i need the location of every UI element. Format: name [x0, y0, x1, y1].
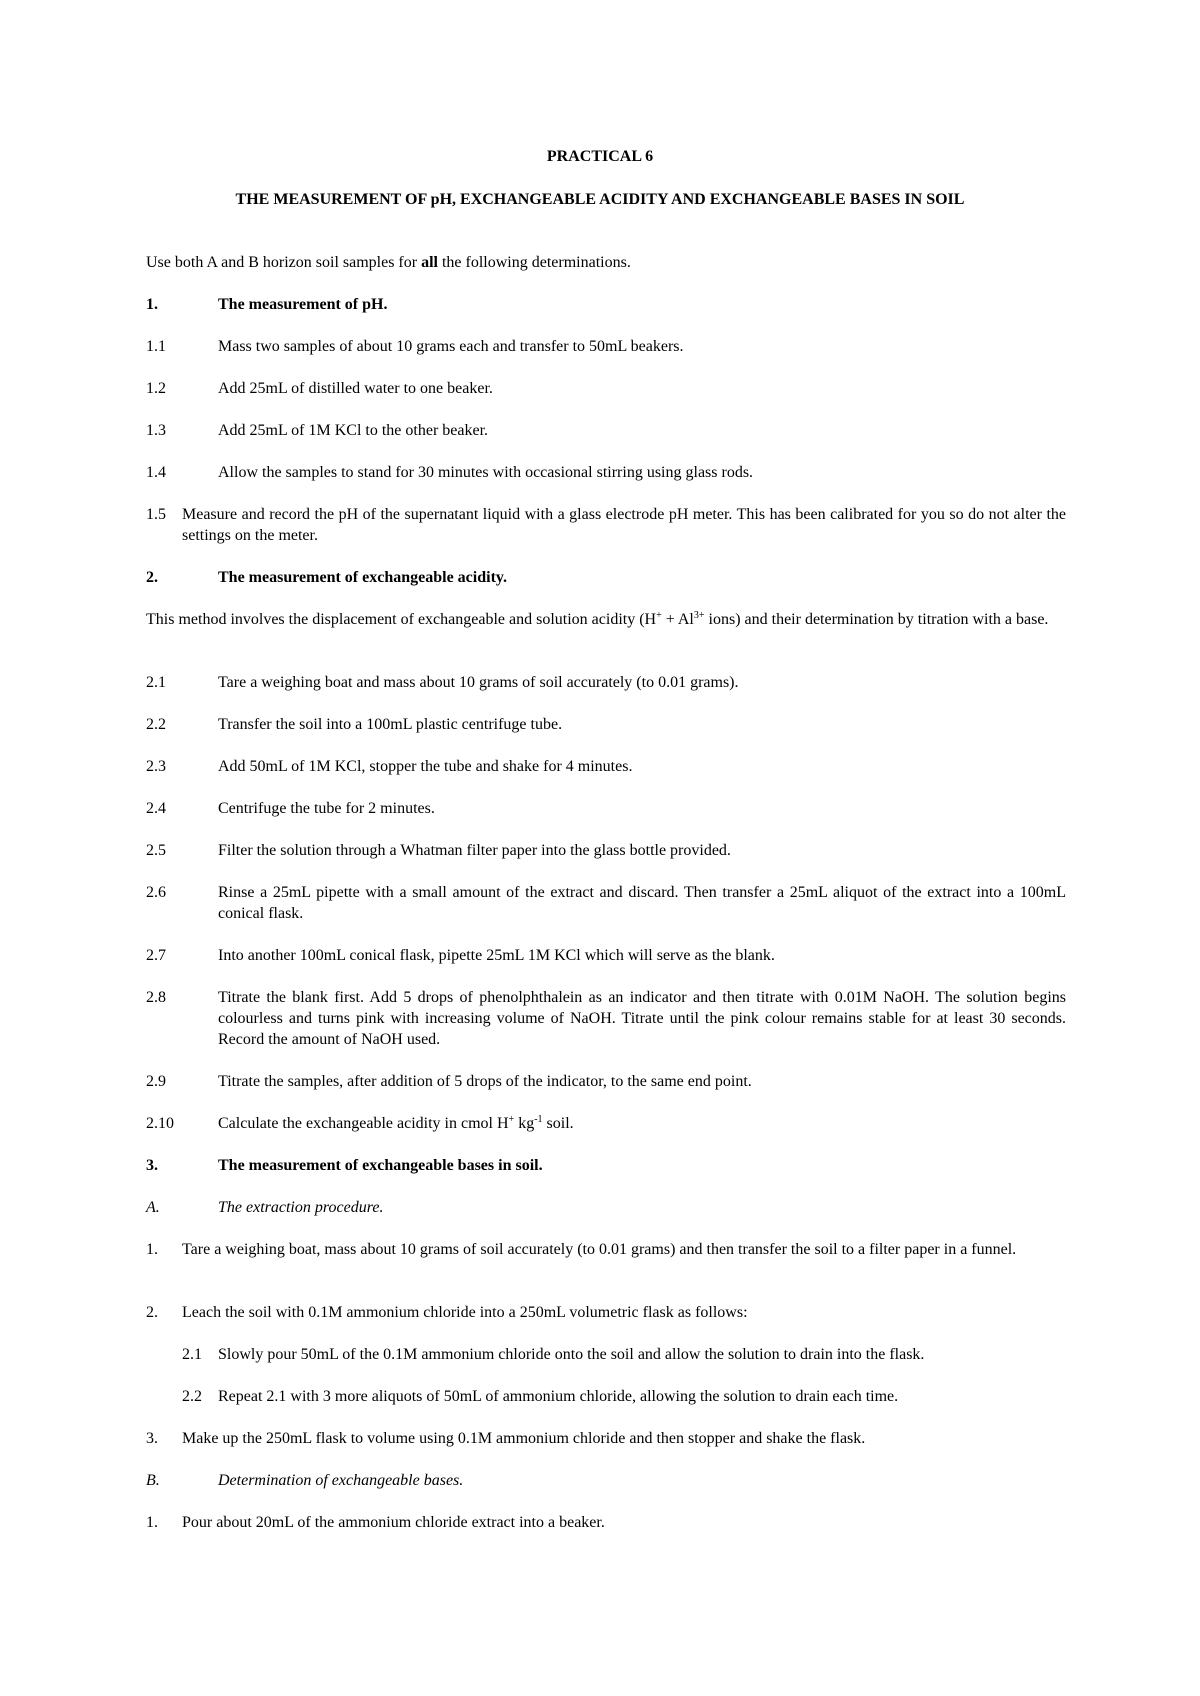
step-text: Leach the soil with 0.1M ammonium chloride into a 250mL volumetric flask as follows: — [182, 1304, 748, 1321]
step-text: Add 50mL of 1M KCl, stopper the tube and shake for 4 minutes. — [218, 758, 633, 775]
step-number: 2.2 — [146, 716, 166, 733]
step-number: 1.3 — [146, 422, 166, 439]
step-number: 1.5 — [146, 506, 166, 523]
step-text: Measure and record the pH of the supernatant liquid with a glass electrode pH meter. This has been calibrated for you so do not alter the settings on the meter. — [182, 506, 1066, 544]
step-number: 2.8 — [146, 989, 166, 1006]
step-text: Allow the samples to stand for 30 minutes with occasional stirring using glass rods. — [218, 464, 754, 481]
step-number: 2. — [146, 1304, 158, 1321]
section-2-number: 2. — [146, 569, 158, 586]
substep-number: 2.1 — [182, 1346, 202, 1363]
step-text: Rinse a 25mL pipette with a small amount of the extract and discard. Then transfer a 25mL aliquot of the extract into a 100mL conical flask. — [218, 884, 1066, 922]
step-text-part: soil. — [542, 1115, 574, 1132]
section-1-heading: The measurement of pH. — [218, 296, 388, 313]
page-subtitle: THE MEASUREMENT OF pH, EXCHANGEABLE ACIDITY AND EXCHANGEABLE BASES IN SOIL — [235, 191, 965, 208]
step-text-part: kg — [514, 1115, 535, 1132]
step-number: 2.1 — [146, 674, 166, 691]
para-text: This method involves the displacement of exchangeable and solution acidity (H — [146, 611, 657, 628]
subsection-a-heading: The extraction procedure. — [218, 1199, 384, 1216]
step-number: 1.4 — [146, 464, 166, 481]
step-text: Into another 100mL conical flask, pipette 25mL 1M KCl which will serve as the blank. — [218, 947, 775, 964]
superscript: + — [656, 610, 662, 621]
step-number: 1. — [146, 1241, 158, 1258]
step-text: Titrate the samples, after addition of 5 drops of the indicator, to the same end point. — [218, 1073, 752, 1090]
step-text: Centrifuge the tube for 2 minutes. — [218, 800, 435, 817]
step-text: Filter the solution through a Whatman filter paper into the glass bottle provided. — [218, 842, 731, 859]
step-text: Pour about 20mL of the ammonium chloride extract into a beaker. — [182, 1514, 605, 1531]
subsection-a-letter: A. — [146, 1199, 160, 1216]
step-text: Add 25mL of 1M KCl to the other beaker. — [218, 422, 489, 439]
subsection-b-heading: Determination of exchangeable bases. — [218, 1472, 464, 1489]
page-title: PRACTICAL 6 — [546, 148, 654, 165]
subsection-b-letter: B. — [146, 1472, 160, 1489]
step-number: 2.10 — [146, 1115, 174, 1132]
intro-text: Use both A and B horizon soil samples for — [146, 254, 422, 271]
step-text: Add 25mL of distilled water to one beaker. — [218, 380, 493, 397]
step-number: 3. — [146, 1430, 158, 1447]
section-3-number: 3. — [146, 1157, 158, 1174]
step-number: 2.5 — [146, 842, 166, 859]
intro-paragraph — [146, 252, 1066, 273]
step-text: Transfer the soil into a 100mL plastic centrifuge tube. — [218, 716, 563, 733]
step-number: 1. — [146, 1514, 158, 1531]
step-number: 2.3 — [146, 758, 166, 775]
para-text: ions) and their determination by titration with a base. — [704, 611, 1049, 628]
step-text: Make up the 250mL flask to volume using 0.1M ammonium chloride and then stopper and shake the flask. — [182, 1430, 866, 1447]
substep-text: Slowly pour 50mL of the 0.1M ammonium chloride onto the soil and allow the solution to drain into the flask. — [218, 1346, 925, 1363]
intro-bold: all — [421, 254, 438, 271]
substep-text: Repeat 2.1 with 3 more aliquots of 50mL of ammonium chloride, allowing the solution to drain each time. — [218, 1388, 899, 1405]
section-3-heading: The measurement of exchangeable bases in soil. — [218, 1157, 543, 1174]
step-number: 2.7 — [146, 947, 166, 964]
step-number: 1.2 — [146, 380, 166, 397]
substep-number: 2.2 — [182, 1388, 202, 1405]
intro-text-end: the following determinations. — [437, 254, 631, 271]
step-number: 2.9 — [146, 1073, 166, 1090]
section-1-number: 1. — [146, 296, 158, 313]
superscript: -1 — [534, 1114, 543, 1125]
step-number: 2.6 — [146, 884, 166, 901]
step-text: Tare a weighing boat and mass about 10 grams of soil accurately (to 0.01 grams). — [218, 674, 739, 691]
step-text: Titrate the blank first. Add 5 drops of phenolphthalein as an indicator and then titrate with 0.01M NaOH. The solution begins colourless and turns pink with increasing volume of NaOH. Titrate until the pink colour remains stable for at least 30 seconds. Record the amount of NaOH used. — [218, 989, 1066, 1048]
step-number: 2.4 — [146, 800, 166, 817]
step-text: Mass two samples of about 10 grams each and transfer to 50mL beakers. — [218, 338, 684, 355]
section-2-heading: The measurement of exchangeable acidity. — [218, 569, 508, 586]
step-text-part: Calculate the exchangeable acidity in cmol H — [218, 1115, 509, 1132]
step-number: 1.1 — [146, 338, 166, 355]
superscript: 3+ — [693, 610, 705, 621]
step-text — [218, 1113, 1066, 1134]
section-2-paragraph — [146, 609, 1066, 630]
para-text: + Al — [661, 611, 694, 628]
superscript: + — [508, 1114, 515, 1125]
step-text: Tare a weighing boat, mass about 10 grams of soil accurately (to 0.01 grams) and then transfer the soil to a filter paper in a funnel. — [182, 1241, 1017, 1258]
